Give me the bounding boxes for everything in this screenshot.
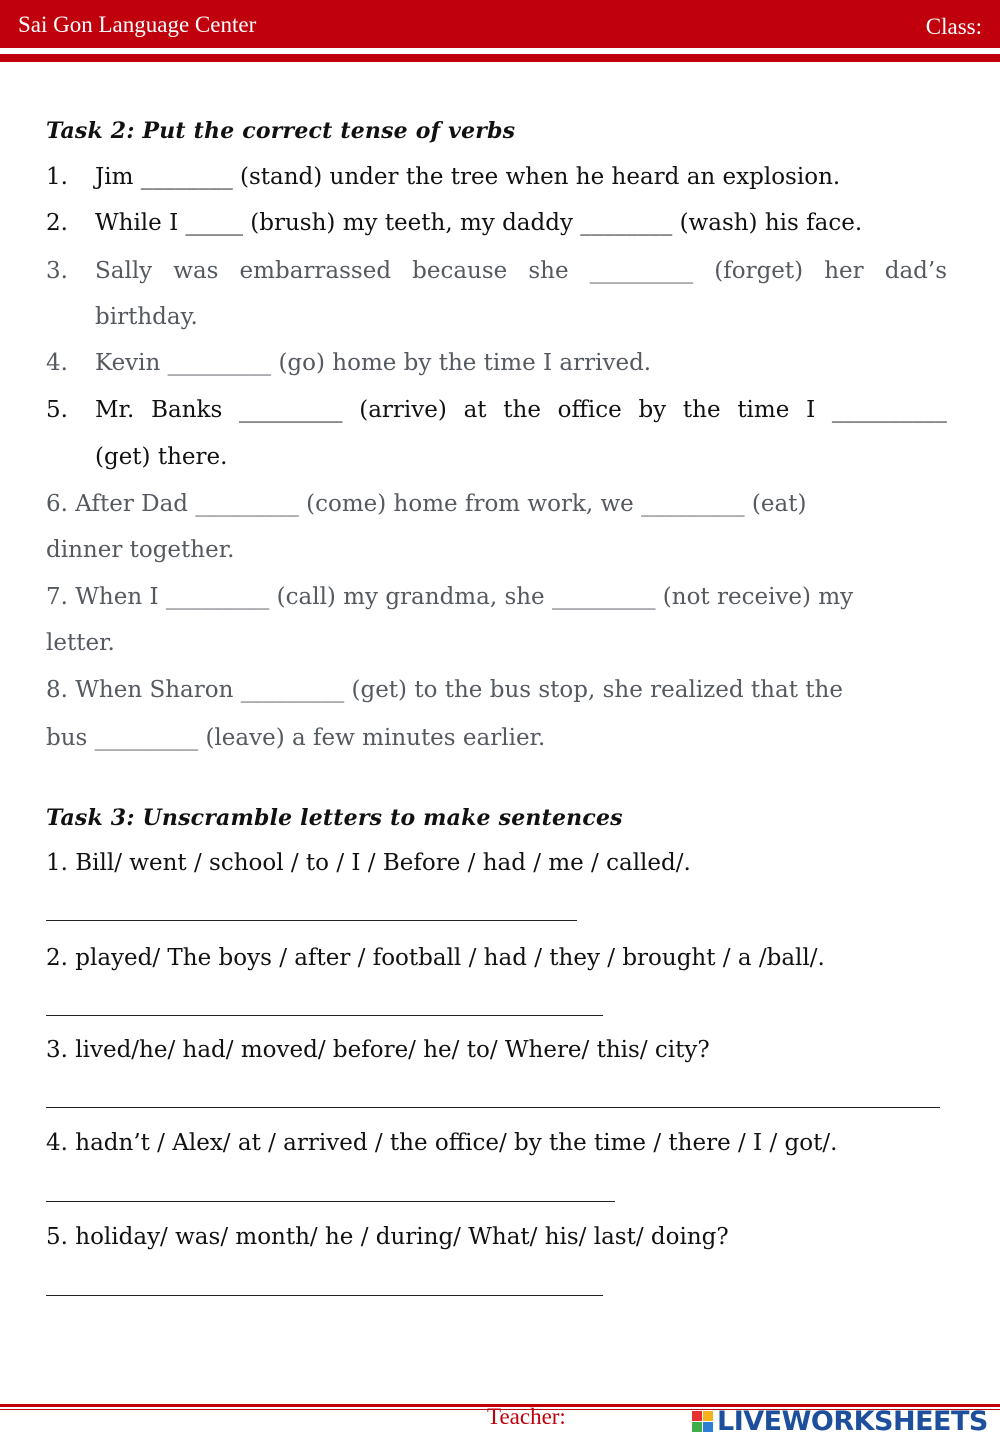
liveworksheets-logo — [692, 1406, 988, 1436]
item-number: 4. — [46, 350, 68, 376]
task3-item-4: 4. hadn’t / Alex/ at / arrived / the office/ by the time / there / I / got/. — [46, 1130, 838, 1156]
task2-item-8: 8. When Sharon _________ (get) to the bus stop, she realized that the — [46, 677, 843, 703]
item-text: Jim ________ (stand) under the tree when he heard an explosion. — [95, 164, 841, 190]
word: (forget) — [714, 258, 804, 284]
word: by — [638, 397, 667, 423]
word: the — [503, 397, 541, 423]
task2-item-7: 7. When I _________ (call) my grandma, she _________ (not receive) my — [46, 584, 854, 610]
task2-item-1 — [46, 164, 841, 190]
word: she — [528, 258, 569, 284]
word: at — [463, 397, 487, 423]
item-text-line1 — [95, 397, 947, 423]
item-number: 3. — [46, 258, 68, 284]
task3-item-3: 3. lived/he/ had/ moved/ before/ he/ to/ Where/ this/ city? — [46, 1037, 710, 1063]
item-text-line1 — [95, 258, 947, 284]
item-number: 5. — [46, 397, 68, 423]
word: office — [557, 397, 622, 423]
word: because — [412, 258, 508, 284]
word: time — [737, 397, 790, 423]
answer-line-3[interactable] — [46, 1107, 940, 1108]
task2-item-6: 6. After Dad _________ (come) home from work, we _________ (eat) — [46, 491, 807, 517]
header-rule — [0, 54, 1000, 62]
logo-mark-icon — [692, 1411, 713, 1432]
task2-item-3-cont: birthday. — [95, 304, 198, 330]
answer-line-5[interactable] — [46, 1295, 603, 1296]
task2-item-7-cont: letter. — [46, 630, 115, 656]
answer-line-1[interactable] — [46, 920, 577, 921]
word: her — [824, 258, 864, 284]
word: __________ — [831, 397, 947, 423]
logo-text: LIVEWORKSHEETS — [717, 1405, 988, 1437]
word: _________ — [238, 397, 343, 423]
word: Mr. — [95, 397, 135, 423]
task2-item-6-cont: dinner together. — [46, 537, 235, 563]
item-number: 1. — [46, 164, 68, 190]
word: Banks — [151, 397, 223, 423]
task2-item-4 — [46, 350, 652, 376]
word: embarrassed — [239, 258, 392, 284]
item-text: Kevin _________ (go) home by the time I arrived. — [95, 350, 652, 376]
teacher-label: Teacher: — [487, 1404, 566, 1429]
task2-title: Task 2: Put the correct tense of verbs — [46, 118, 516, 144]
word: (arrive) — [359, 397, 447, 423]
word: was — [173, 258, 219, 284]
task3-item-5: 5. holiday/ was/ month/ he / during/ What/ his/ last/ doing? — [46, 1224, 729, 1250]
word: _________ — [589, 258, 694, 284]
answer-line-2[interactable] — [46, 1015, 603, 1016]
center-name: Sai Gon Language Center — [18, 12, 257, 37]
task2-item-5 — [46, 397, 947, 423]
page-header — [0, 0, 1000, 48]
task2-item-8-cont: bus _________ (leave) a few minutes earlier. — [46, 725, 546, 751]
word: I — [806, 397, 816, 423]
word: Sally — [95, 258, 153, 284]
task3-title: Task 3: Unscramble letters to make sentences — [46, 805, 623, 831]
item-number: 2. — [46, 210, 68, 236]
word: the — [682, 397, 721, 423]
task2-item-2 — [46, 210, 863, 236]
task3-item-2: 2. played/ The boys / after / football / had / they / brought / a /ball/. — [46, 945, 825, 971]
task2-item-5-cont: (get) there. — [95, 444, 228, 470]
item-text: While I _____ (brush) my teeth, my daddy ________ (wash) his face. — [95, 210, 863, 236]
class-label: Class: — [925, 14, 982, 39]
task2-item-3 — [46, 258, 947, 284]
word: dad’s — [884, 258, 947, 284]
answer-line-4[interactable] — [46, 1201, 615, 1202]
task3-item-1: 1. Bill/ went / school / to / I / Before / had / me / called/. — [46, 850, 691, 876]
